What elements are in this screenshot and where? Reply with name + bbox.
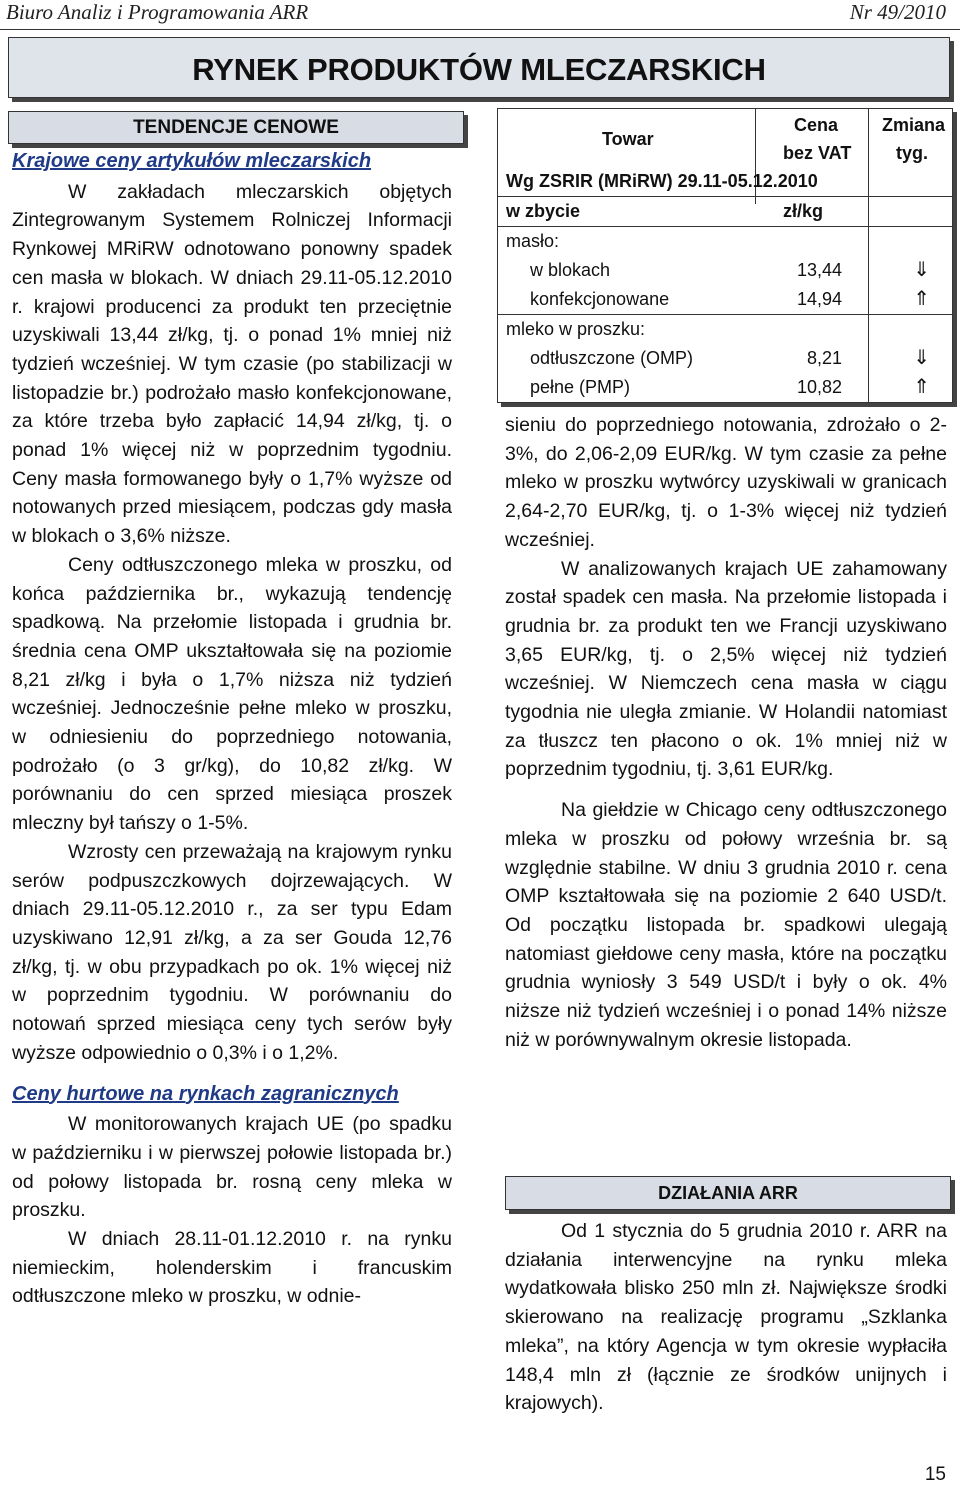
- unit-label: zł/kg: [783, 201, 824, 221]
- source-label: Wg ZSRIR (MRiRW) 29.11-05.12.2010: [506, 171, 818, 191]
- section-title-domestic: Krajowe ceny artykułów mleczarskich: [12, 150, 372, 172]
- price-table: [497, 108, 953, 403]
- paragraph: W monitorowanych krajach UE (po spadku w październiku i w pierwszej połowie listopada br.) od połowy listopada br. rosną ceny mleka w proszku.: [12, 1113, 452, 1222]
- product-name: odtłuszczone (OMP): [530, 348, 694, 368]
- paragraph: sieniu do poprzedniego notowania, zdrożało o 2-3%, do 2,06-2,09 EUR/kg. W tym czasie za pełne mleko w proszku wytwórcy uzyskiwali w granicach 2,64-2,70 EUR/kg, tj. o 1-3% więcej niż tydzień wcześniej.: [505, 414, 947, 551]
- dzialania-heading: DZIAŁANIA ARR: [505, 1176, 951, 1210]
- right-column-top: [505, 411, 947, 1054]
- table-header-row: [498, 109, 952, 167]
- product-name: pełne (PMP): [530, 377, 631, 397]
- col-cena-sub: bez VAT: [783, 143, 852, 163]
- right-column-bottom: [505, 1217, 947, 1418]
- page-header-left: Biuro Analiz i Programowania ARR: [6, 0, 309, 24]
- product-price: 14,94: [796, 289, 842, 309]
- paragraph: Ceny odtłuszczonego mleka w proszku, od końca października br., wykazują tendencję spadkową. Na przełomie listopada i grudnia br. średnia cena OMP ukształtowała się na poziomie 8,21 zł/kg i była o 1,7% niższa niż tydzień wcześniej. Jednocześnie pełne mleko w proszku, w odniesieniu do poprzedniego notowania, podrożało (o 3 gr/kg), do 10,82 zł/kg. W porównaniu do cen sprzed miesiąca proszek mleczny był tańszy o 1-5%.: [12, 553, 452, 835]
- arrow-down-icon: ⇓: [913, 347, 930, 369]
- paragraph: Wzrosty cen przeważają na krajowym rynku serów podpuszczkowych dojrzewających. W dniach 29.11-05.12.2010 r., za ser typu Edam uzyskiwano 12,91 zł/kg, a za ser Gouda 12,76 zł/kg, tj. w obu przypadkach po ok. 1% więcej niż w poprzednim tygodniu. W porównaniu do notowań sprzed miesiąca ceny tych serów były wyższe odpowiednio o 0,3% i o 1,2%.: [12, 840, 452, 1064]
- group-label: masło:: [506, 231, 560, 251]
- left-column: [12, 147, 452, 1311]
- header-rule: [0, 29, 960, 30]
- section-title-foreign: Ceny hurtowe na rynkach zagranicznych: [12, 1082, 399, 1105]
- paragraph: Na giełdzie w Chicago ceny odtłuszczonego mleka w proszku od połowy września br. są względnie stabilne. W dniu 3 grudnia 2010 r. cena OMP kształtowała się na poziomie 2 640 USD/t. Od początku listopada br. spadkowi ulegają natomiast giełdowe ceny masła, które na początku grudnia wyniosły 3 549 USD/t i były o ok. 4% niższe niż tydzień wcześniej i o ponad 14% niższe niż w porównywalnym okresie listopada.: [505, 799, 947, 1051]
- product-price: 10,82: [796, 377, 842, 397]
- arrow-up-icon: ⇑: [913, 376, 930, 398]
- tendencje-heading: TENDENCJE CENOWE: [8, 111, 464, 144]
- col-towar: Towar: [602, 129, 654, 149]
- sale-label: w zbycie: [506, 201, 581, 221]
- product-name: konfekcjonowane: [530, 289, 670, 309]
- group-label: mleko w proszku:: [506, 319, 646, 339]
- product-price: 13,44: [796, 260, 842, 280]
- paragraph: W zakładach mleczarskich objętych Zintegrowanym Systemem Rolniczej Informacji Rynkowej MRiRW odnotowano ponowny spadek cen masła w blokach. W dniach 29.11-05.12.2010 r. krajowi producenci za produkt ten przeciętnie uzyskiwali 13,44 zł/kg, tj. o ponad 1% mniej niż tydzień wcześniej. W tym czasie (po stabilizacji w listopadzie br.) podrożało masło konfekcjonowane, za które trzeba było zapłacić 14,94 zł/kg, tj. o ponad 1% więcej niż w poprzednim tygodniu. Ceny masła formowanego były o 1,7% wyższe od notowanych przed miesiącem, podczas gdy masła w blokach o 3,6% niższe.: [12, 180, 452, 548]
- col-zmiana-sub: tyg.: [896, 143, 929, 163]
- table-row: [498, 373, 952, 402]
- table-group-row: [498, 314, 952, 344]
- product-price: 8,21: [806, 348, 842, 368]
- page-number: 15: [924, 1464, 946, 1485]
- arrow-down-icon: ⇓: [913, 259, 930, 281]
- table-unit-row: [498, 196, 952, 226]
- table-source-row: [498, 167, 952, 196]
- banner-title: RYNEK PRODUKTÓW MLECZARSKICH: [192, 52, 766, 87]
- table-row: [498, 344, 952, 373]
- paragraph: Od 1 stycznia do 5 grudnia 2010 r. ARR na działania interwencyjne na rynku mleka wydatkowała blisko 250 mln zł. Największe środki skierowano na realizację programu „Szklanka mleka”, na który Agencja w tym okresie wypłaciła 148,4 mln zł (łącznie ze środków unijnych i krajowych).: [505, 1220, 947, 1415]
- product-name: w blokach: [530, 260, 611, 280]
- table-row: [498, 285, 952, 314]
- section-banner: [8, 37, 950, 98]
- paragraph: W dniach 28.11-01.12.2010 r. na rynku niemieckim, holenderskim i francuskim odtłuszczone mleko w proszku, w odnie-: [12, 1228, 452, 1308]
- col-cena: Cena: [794, 115, 839, 135]
- table-group-row: [498, 226, 952, 256]
- arrow-up-icon: ⇑: [913, 288, 930, 310]
- page-header-right: Nr 49/2010: [849, 0, 946, 24]
- table-row: [498, 256, 952, 285]
- paragraph: W analizowanych krajach UE zahamowany został spadek cen masła. Na przełomie listopada i grudnia br. za produkt ten we Francji uzyskiwano 3,65 EUR/kg, tj. o 2,5% więcej niż tydzień wcześniej. W Niemczech cena masła w ciągu tygodnia nie uległa zmianie. W Holandii natomiast za tłuszcz ten płacono o ok. 1% mniej niż w poprzednim tygodniu, tj. 3,61 EUR/kg.: [505, 557, 947, 781]
- col-zmiana: Zmiana: [882, 115, 946, 135]
